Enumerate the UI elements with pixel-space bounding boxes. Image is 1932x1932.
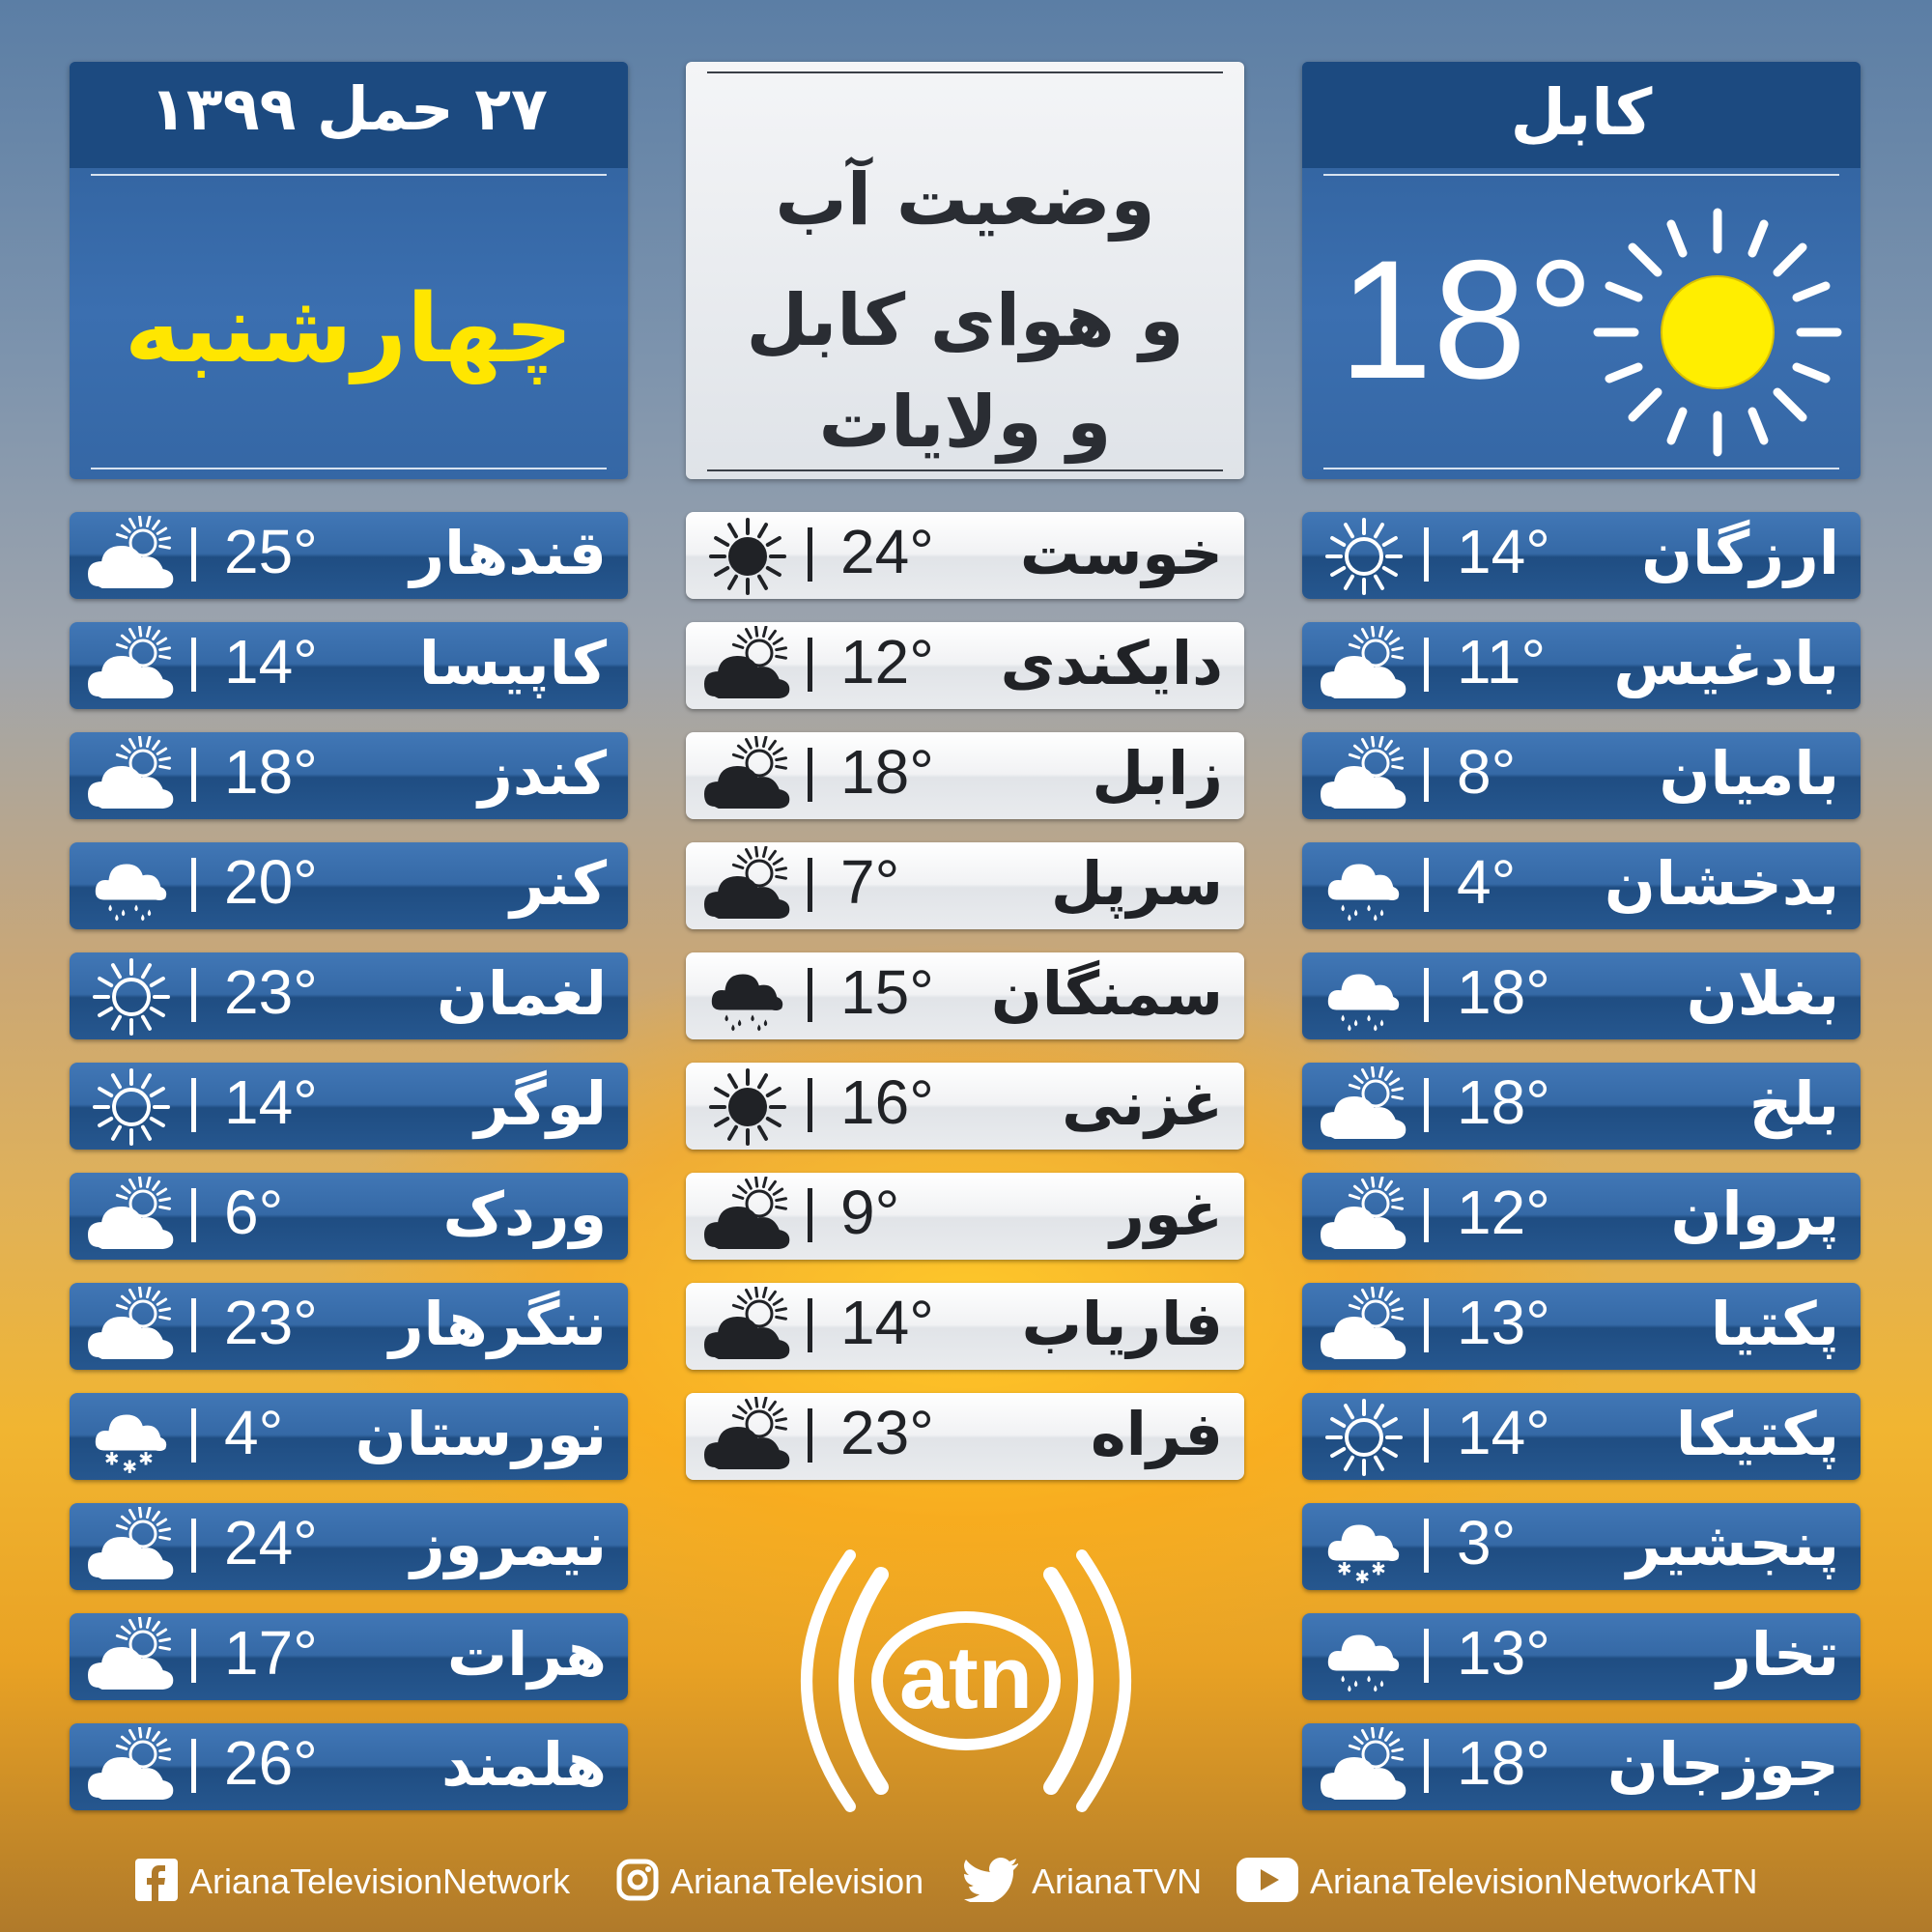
- svg-text:✱: ✱: [122, 1457, 138, 1478]
- province-name: بغلان: [1686, 958, 1839, 1029]
- sun-icon: [85, 1066, 178, 1148]
- province-name: ارزگان: [1641, 518, 1839, 588]
- province-temp: 23°: [224, 957, 318, 1027]
- youtube-icon: [1236, 1858, 1298, 1906]
- title-line-2: و هوای کابل: [746, 279, 1184, 362]
- province-row: [70, 622, 628, 709]
- partly-cloudy-icon: [85, 626, 178, 707]
- province-row: [1302, 732, 1861, 819]
- province-row: [70, 952, 628, 1039]
- province-temp: 18°: [224, 737, 318, 807]
- province-row: [1302, 1173, 1861, 1260]
- province-row: [1302, 842, 1861, 929]
- sun-icon: [1592, 207, 1843, 458]
- province-temp: 24°: [840, 517, 934, 586]
- province-temp: 14°: [224, 627, 318, 696]
- province-row: [1302, 622, 1861, 709]
- divider: [707, 71, 1223, 73]
- divider: [91, 174, 607, 176]
- twitter-handle: ArianaTVN: [1032, 1861, 1203, 1901]
- province-row: [70, 732, 628, 819]
- province-name: کنر: [510, 848, 607, 919]
- province-name: قندهار: [410, 518, 607, 588]
- province-row: [70, 1393, 628, 1480]
- partly-cloudy-icon: [85, 1617, 178, 1698]
- province-row: [686, 512, 1244, 599]
- province-temp: 13°: [1457, 1288, 1550, 1357]
- province-name: پکتیکا: [1675, 1399, 1839, 1469]
- separator: [191, 1408, 196, 1463]
- separator: [1424, 1519, 1429, 1573]
- divider: [1323, 468, 1839, 469]
- province-row: [1302, 1723, 1861, 1810]
- separator: [1424, 858, 1429, 912]
- province-row: [686, 732, 1244, 819]
- province-temp: 24°: [224, 1508, 318, 1577]
- separator: [1424, 1078, 1429, 1132]
- province-row: [1302, 952, 1861, 1039]
- separator: [191, 748, 196, 802]
- snow-icon: [1318, 1507, 1410, 1588]
- capital-name: کابل: [1510, 75, 1653, 150]
- partly-cloudy-icon: [1318, 1177, 1410, 1258]
- sun-icon: [1318, 516, 1410, 597]
- province-temp: 14°: [1457, 517, 1550, 586]
- province-temp: 6°: [224, 1178, 284, 1247]
- province-temp: 12°: [840, 627, 934, 696]
- province-name: هلمند: [441, 1729, 607, 1800]
- svg-text:✱: ✱: [104, 1449, 120, 1470]
- twitter-link[interactable]: [964, 1853, 1202, 1911]
- divider: [91, 468, 607, 469]
- separator: [808, 1298, 812, 1352]
- province-row: [686, 952, 1244, 1039]
- partly-cloudy-icon: [701, 736, 794, 817]
- province-name: پروان: [1670, 1179, 1839, 1249]
- separator: [808, 527, 812, 582]
- province-row: [1302, 1393, 1861, 1480]
- partly-cloudy-icon: [701, 1397, 794, 1478]
- weekday-label: چهارشنبه: [124, 274, 574, 384]
- province-row: [70, 1283, 628, 1370]
- divider: [1323, 174, 1839, 176]
- separator: [1424, 1408, 1429, 1463]
- svg-text:✱: ✱: [1354, 1567, 1371, 1588]
- separator: [1424, 748, 1429, 802]
- province-name: غزنی: [1062, 1068, 1223, 1139]
- partly-cloudy-icon: [85, 1507, 178, 1588]
- province-row: [686, 842, 1244, 929]
- province-name: دایکندی: [1000, 628, 1223, 698]
- separator: [191, 527, 196, 582]
- separator: [808, 1188, 812, 1242]
- province-name: بامیان: [1659, 738, 1839, 809]
- title-panel: [686, 62, 1244, 479]
- province-row: [686, 1283, 1244, 1370]
- youtube-handle: ArianaTelevisionNetworkATN: [1310, 1861, 1758, 1901]
- province-name: فراه: [1090, 1399, 1223, 1469]
- province-name: لوگر: [474, 1068, 607, 1139]
- province-temp: 20°: [224, 847, 318, 917]
- province-temp: 3°: [1457, 1508, 1517, 1577]
- separator: [808, 1078, 812, 1132]
- rain-icon: [1318, 956, 1410, 1037]
- rain-icon: [701, 956, 794, 1037]
- province-row: [70, 512, 628, 599]
- province-temp: 4°: [224, 1398, 284, 1467]
- separator: [1424, 968, 1429, 1022]
- province-row: [1302, 1503, 1861, 1590]
- separator: [191, 968, 196, 1022]
- date-label: ۲۷ حمل ۱۳۹۹: [150, 73, 548, 144]
- separator: [808, 858, 812, 912]
- province-row: [70, 842, 628, 929]
- rain-icon: [1318, 846, 1410, 927]
- partly-cloudy-icon: [701, 846, 794, 927]
- facebook-handle: ArianaTelevisionNetwork: [189, 1861, 571, 1901]
- province-temp: 18°: [1457, 1067, 1550, 1137]
- separator: [191, 1519, 196, 1573]
- snow-icon: [85, 1397, 178, 1478]
- partly-cloudy-icon: [85, 1287, 178, 1368]
- province-row: [686, 1393, 1244, 1480]
- instagram-link[interactable]: [616, 1853, 923, 1911]
- province-name: بادغیس: [1613, 628, 1839, 698]
- separator: [191, 858, 196, 912]
- province-name: فاریاب: [1021, 1289, 1223, 1359]
- twitter-icon: [964, 1858, 1020, 1906]
- province-temp: 15°: [840, 957, 934, 1027]
- separator: [808, 748, 812, 802]
- svg-text:✱: ✱: [1371, 1559, 1386, 1580]
- separator: [191, 1629, 196, 1683]
- province-temp: 16°: [840, 1067, 934, 1137]
- province-name: سرپل: [1050, 848, 1223, 919]
- province-temp: 14°: [224, 1067, 318, 1137]
- instagram-handle: ArianaTelevision: [670, 1861, 924, 1901]
- sun-icon: [85, 956, 178, 1037]
- province-row: [70, 1613, 628, 1700]
- separator: [1424, 1188, 1429, 1242]
- province-temp: 9°: [840, 1178, 900, 1247]
- separator: [191, 1739, 196, 1793]
- partly-cloudy-icon: [1318, 626, 1410, 707]
- separator: [1424, 1739, 1429, 1793]
- province-temp: 26°: [224, 1728, 318, 1798]
- province-row: [70, 1173, 628, 1260]
- province-name: نورستان: [355, 1399, 607, 1469]
- sun-icon: [1318, 1397, 1410, 1478]
- province-name: جوزجان: [1606, 1729, 1839, 1800]
- province-name: غور: [1110, 1179, 1223, 1249]
- partly-cloudy-icon: [85, 516, 178, 597]
- province-temp: 18°: [1457, 1728, 1550, 1798]
- partly-cloudy-icon: [85, 1177, 178, 1258]
- separator: [1424, 638, 1429, 692]
- province-name: سمنگان: [990, 958, 1223, 1029]
- separator: [191, 1188, 196, 1242]
- province-temp: 8°: [1457, 737, 1517, 807]
- date-panel: [70, 62, 628, 479]
- separator: [191, 1298, 196, 1352]
- province-temp: 13°: [1457, 1618, 1550, 1688]
- sun-icon: [701, 1066, 794, 1148]
- province-name: لغمان: [436, 958, 607, 1029]
- partly-cloudy-icon: [1318, 1066, 1410, 1148]
- province-name: ننگرهار: [388, 1289, 607, 1359]
- facebook-link[interactable]: [135, 1853, 570, 1911]
- partly-cloudy-icon: [85, 1727, 178, 1808]
- sun-icon: [701, 516, 794, 597]
- separator: [808, 968, 812, 1022]
- province-name: بلخ: [1748, 1068, 1839, 1139]
- title-line-1: وضعیت آب: [775, 158, 1155, 242]
- province-name: پکتیا: [1710, 1289, 1839, 1359]
- partly-cloudy-icon: [1318, 1287, 1410, 1368]
- province-name: تخار: [1717, 1619, 1839, 1690]
- partly-cloudy-icon: [701, 626, 794, 707]
- province-row: [686, 622, 1244, 709]
- rain-icon: [85, 846, 178, 927]
- partly-cloudy-icon: [1318, 736, 1410, 817]
- partly-cloudy-icon: [701, 1287, 794, 1368]
- separator: [191, 638, 196, 692]
- separator: [1424, 527, 1429, 582]
- province-temp: 17°: [224, 1618, 318, 1688]
- province-temp: 12°: [1457, 1178, 1550, 1247]
- province-row: [686, 1063, 1244, 1150]
- province-row: [70, 1063, 628, 1150]
- province-row: [1302, 1613, 1861, 1700]
- separator: [808, 1408, 812, 1463]
- atn-logo: [773, 1536, 1159, 1826]
- capital-panel: [1302, 62, 1861, 479]
- province-temp: 25°: [224, 517, 318, 586]
- province-row: [1302, 512, 1861, 599]
- province-name: زابل: [1092, 738, 1223, 809]
- instagram-icon: [616, 1859, 659, 1905]
- separator: [1424, 1298, 1429, 1352]
- province-name: کندز: [478, 738, 607, 809]
- social-footer: [0, 1853, 1932, 1911]
- partly-cloudy-icon: [701, 1177, 794, 1258]
- province-name: نیمروز: [411, 1509, 607, 1579]
- logo-text: atn: [899, 1629, 1033, 1727]
- divider: [707, 469, 1223, 471]
- province-temp: 18°: [1457, 957, 1550, 1027]
- province-name: کاپیسا: [418, 628, 607, 698]
- rain-icon: [1318, 1617, 1410, 1698]
- svg-text:✱: ✱: [1337, 1559, 1352, 1580]
- facebook-icon: [135, 1859, 178, 1905]
- svg-text:✱: ✱: [138, 1449, 154, 1470]
- partly-cloudy-icon: [85, 736, 178, 817]
- province-row: [70, 1723, 628, 1810]
- province-temp: 14°: [840, 1288, 934, 1357]
- province-temp: 23°: [224, 1288, 318, 1357]
- province-row: [1302, 1283, 1861, 1370]
- separator: [1424, 1629, 1429, 1683]
- partly-cloudy-icon: [1318, 1727, 1410, 1808]
- province-temp: 14°: [1457, 1398, 1550, 1467]
- province-temp: 23°: [840, 1398, 934, 1467]
- capital-temp: 18°: [1338, 226, 1595, 414]
- separator: [191, 1078, 196, 1132]
- title-line-3: و ولایات: [818, 381, 1112, 464]
- province-temp: 4°: [1457, 847, 1517, 917]
- separator: [808, 638, 812, 692]
- province-temp: 7°: [840, 847, 900, 917]
- province-name: هرات: [446, 1619, 607, 1690]
- province-name: بدخشان: [1604, 848, 1839, 919]
- province-name: پنجشیر: [1626, 1509, 1839, 1579]
- province-row: [70, 1503, 628, 1590]
- province-name: وردک: [442, 1179, 607, 1249]
- youtube-link[interactable]: [1236, 1853, 1758, 1911]
- province-temp: 11°: [1457, 627, 1547, 696]
- province-row: [686, 1173, 1244, 1260]
- province-temp: 18°: [840, 737, 934, 807]
- province-row: [1302, 1063, 1861, 1150]
- province-name: خوست: [1019, 518, 1223, 588]
